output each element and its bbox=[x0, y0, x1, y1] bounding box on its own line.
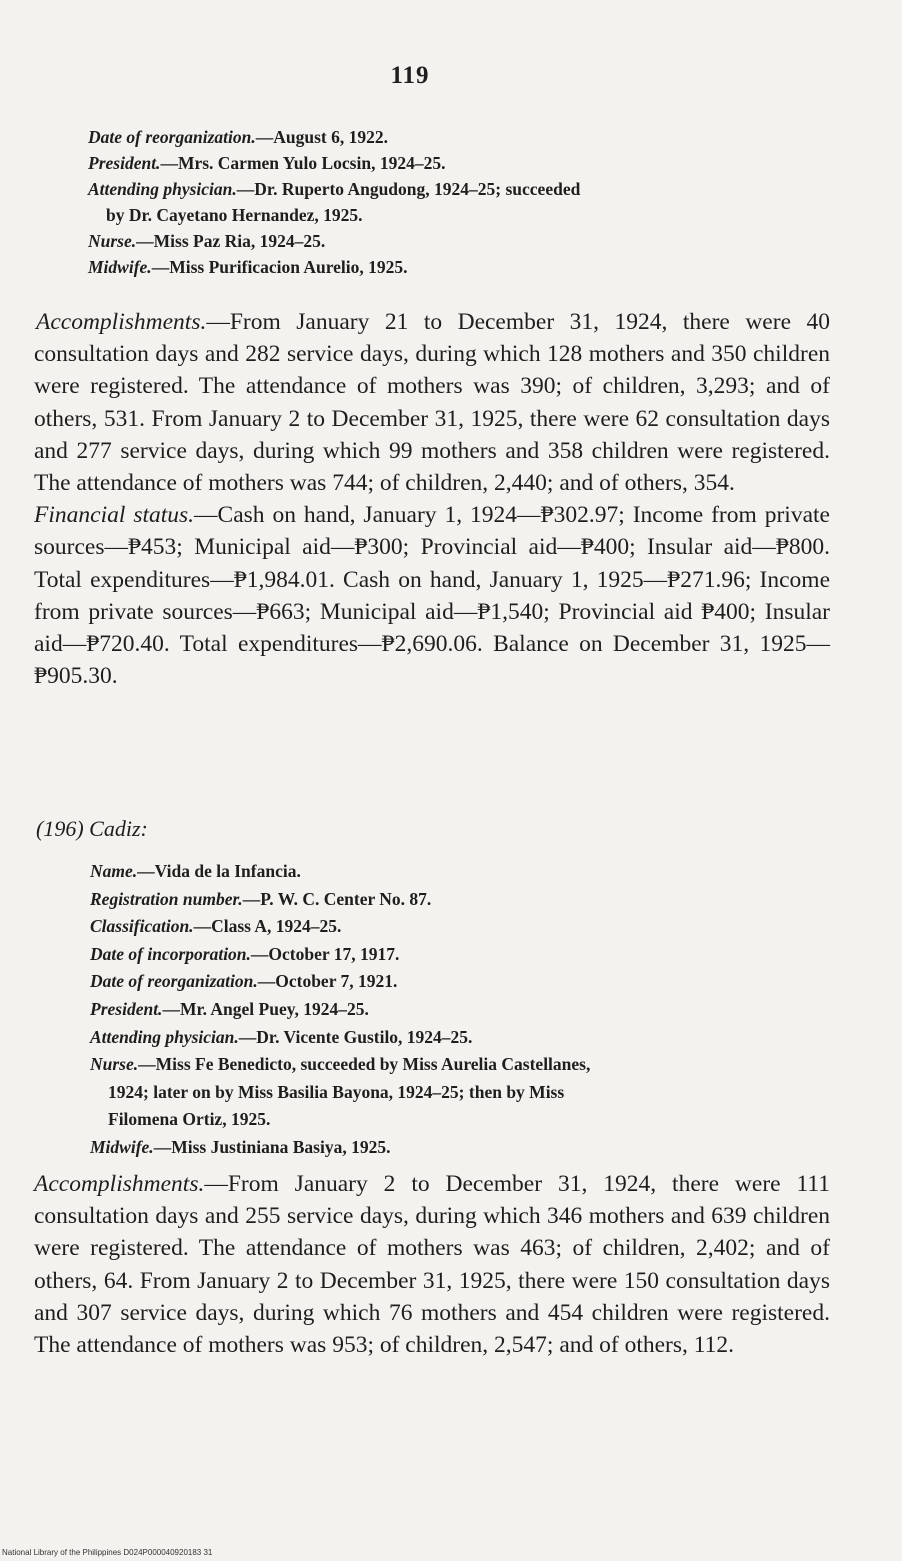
meta-physician-cont: by Dr. Cayetano Hernandez, 1925. bbox=[106, 205, 363, 225]
meta-reorganization: Date of reorganization.—August 6, 1922. bbox=[88, 127, 388, 147]
section2-heading: (196) Cadiz: bbox=[36, 816, 148, 841]
meta-nurse: Nurse.—Miss Paz Ria, 1924–25. bbox=[88, 231, 326, 251]
meta-nurse-cont: 1924; later on by Miss Basilia Bayona, 1924–25; then by Miss bbox=[108, 1081, 565, 1102]
meta-nurse: Nurse.—Miss Fe Benedicto, succeeded by Miss Aurelia Castellanes, bbox=[90, 1054, 591, 1075]
meta-physician: Attending physician.—Dr. Ruperto Angudong, 1924–25; succeeded bbox=[88, 179, 581, 199]
meta-president: President.—Mrs. Carmen Yulo Locsin, 1924–25. bbox=[88, 153, 446, 173]
page-number: 119 bbox=[390, 62, 430, 89]
meta-midwife: Midwife.—Miss Justiniana Basiya, 1925. bbox=[90, 1136, 391, 1157]
meta-nurse-cont2: Filomena Ortiz, 1925. bbox=[108, 1109, 271, 1130]
meta-incorporation: Date of incorporation.—October 17, 1917. bbox=[90, 943, 400, 964]
financial-status-text: —Cash on hand, January 1, 1924—₱302.97; Income from private sources—₱453; Municipal aid—₱300; Provincial aid—₱400; Insular aid—₱800. Total expenditures—₱1,984.01. Cash on hand, January 1, 1925—₱271.96; Income from private sources—₱663; Municipal aid—₱1,540; Provincial aid ₱400; Insular aid—₱720.40. Total expenditures—₱2,690.06. Balance on December 31, 1925—₱905.30. bbox=[34, 502, 830, 690]
meta-president: President.—Mr. Angel Puey, 1924–25. bbox=[90, 998, 369, 1019]
section1-accomplishments: Accomplishments.—From January 21 to December 31, 1924, there were 40 consultation days and 282 service days, during which 128 mothers and 350 children were registered. The attendance of mothers was 390; of children, 3,293; and of others, 531. From January 2 to December 31, 1925, there were 62 consultation days and 277 service days, during which 99 mothers and 358 children were registered. The attendance of mothers was 744; of children, 2,440; and of others, 354. Financial status.—Cash on hand, January 1, 1924—₱302.97; Income from private sources—₱453; Municipal aid—₱300; Provincial aid—₱400; Insular aid—₱800. Total expenditures—₱1,984.01. Cash on hand, January 1, 1925—₱271.96; Income from private sources—₱663; Municipal aid—₱1,540; Provincial aid ₱400; Insular aid—₱720.40. Total expenditures—₱2,690.06. Balance on December 31, 1925—₱905.30. bbox=[34, 309, 830, 690]
meta-name: Name.—Vida de la Infancia. bbox=[90, 861, 301, 881]
meta-registration: Registration number.—P. W. C. Center No. 87. bbox=[90, 888, 432, 909]
section1-metadata bbox=[88, 124, 838, 280]
section2-accomplishments: Accomplishments.—From January 2 to December 31, 1924, there were 111 consultation days and 255 service days, during which 346 mothers and 639 children were registered. The attendance of mothers was 463; of children, 2,402; and of others, 64. From January 2 to December 31, 1925, there were 150 consultation days and 307 service days, during which 76 mothers and 454 children were registered. The attendance of mothers was 953; of children, 2,547; and of others, 112. bbox=[34, 1171, 830, 1359]
library-footer: National Library of the Philippines D024P000040920183 31 bbox=[2, 1548, 213, 1557]
financial-status-label: Financial status. bbox=[34, 502, 195, 529]
meta-physician: Attending physician.—Dr. Vicente Gustilo, 1924–25. bbox=[90, 1026, 473, 1047]
meta-midwife: Midwife.—Miss Purificacion Aurelio, 1925. bbox=[88, 257, 408, 277]
section2-metadata bbox=[90, 858, 830, 1162]
meta-classification: Classification.—Class A, 1924–25. bbox=[90, 916, 342, 937]
meta-reorganization: Date of reorganization.—October 7, 1921. bbox=[90, 971, 398, 992]
